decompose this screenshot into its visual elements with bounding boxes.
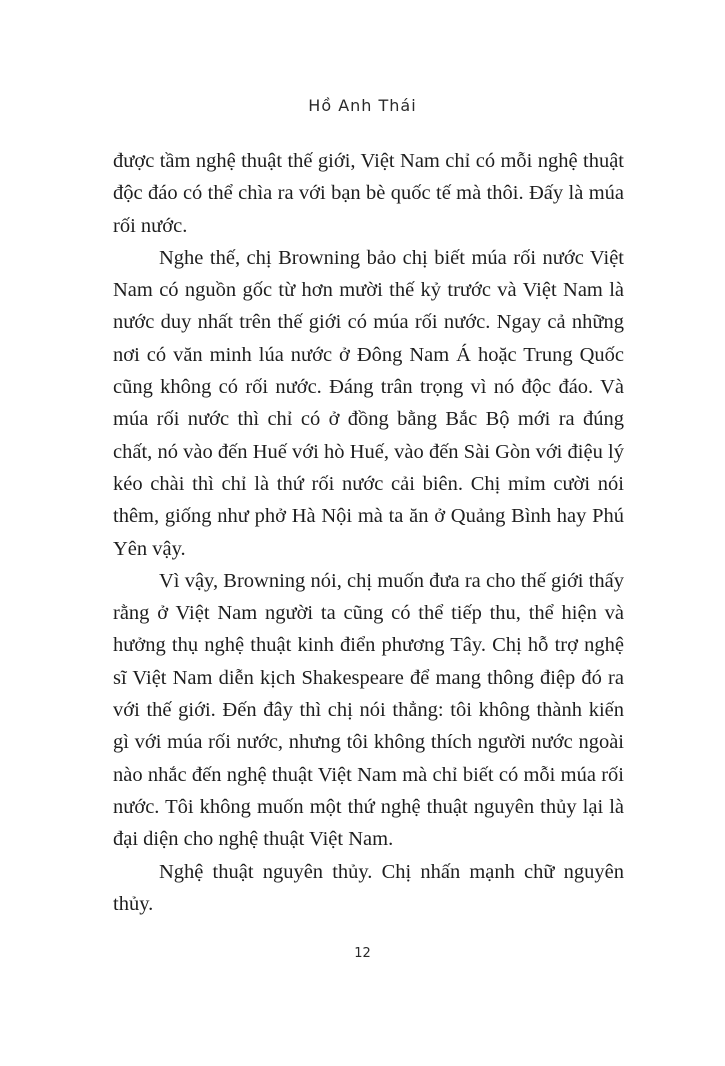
paragraph: Nghệ thuật nguyên thủy. Chị nhấn mạnh chữ nguyên thủy. bbox=[113, 860, 624, 915]
body-text bbox=[113, 145, 624, 920]
paragraph: Nghe thế, chị Browning bảo chị biết múa rối nước Việt Nam có nguồn gốc từ hơn mười thế kỷ trước và Việt Nam là nước duy nhất trên thế giới có múa rối nước. Ngay cả những nơi có văn minh lúa nước ở Đông Nam Á hoặc Trung Quốc cũng không có rối nước. Đáng trân trọng vì nó độc đáo. Và múa rối nước thì chỉ có ở đồng bằng Bắc Bộ mới ra đúng chất, nó vào đến Huế với hò Huế, vào đến Sài Gòn với điệu lý kéo chài thì chỉ là thứ rối nước cải biên. Chị mỉm cười nói thêm, giống như phở Hà Nội mà ta ăn ở Quảng Bình hay Phú Yên vậy. bbox=[113, 246, 624, 560]
paragraph: Vì vậy, Browning nói, chị muốn đưa ra cho thế giới thấy rằng ở Việt Nam người ta cũng có thể tiếp thu, thể hiện và hưởng thụ nghệ thuật kinh điển phương Tây. Chị hỗ trợ nghệ sĩ Việt Nam diễn kịch Shakespeare để mang thông điệp đó ra với thế giới. Đến đây thì chị nói thẳng: tôi không thành kiến gì với múa rối nước, nhưng tôi không thích người nước ngoài nào nhắc đến nghệ thuật Việt Nam mà chỉ biết có mỗi múa rối nước. Tôi không muốn một thứ nghệ thuật nguyên thủy lại là đại diện cho nghệ thuật Việt Nam. bbox=[113, 569, 624, 851]
running-header-author: Hồ Anh Thái bbox=[308, 96, 417, 115]
paragraph-continued: được tầm nghệ thuật thế giới, Việt Nam chỉ có mỗi nghệ thuật độc đáo có thể chìa ra với bạn bè quốc tế mà thôi. Đấy là múa rối nước. bbox=[113, 150, 624, 237]
page-number: 12 bbox=[354, 946, 371, 961]
